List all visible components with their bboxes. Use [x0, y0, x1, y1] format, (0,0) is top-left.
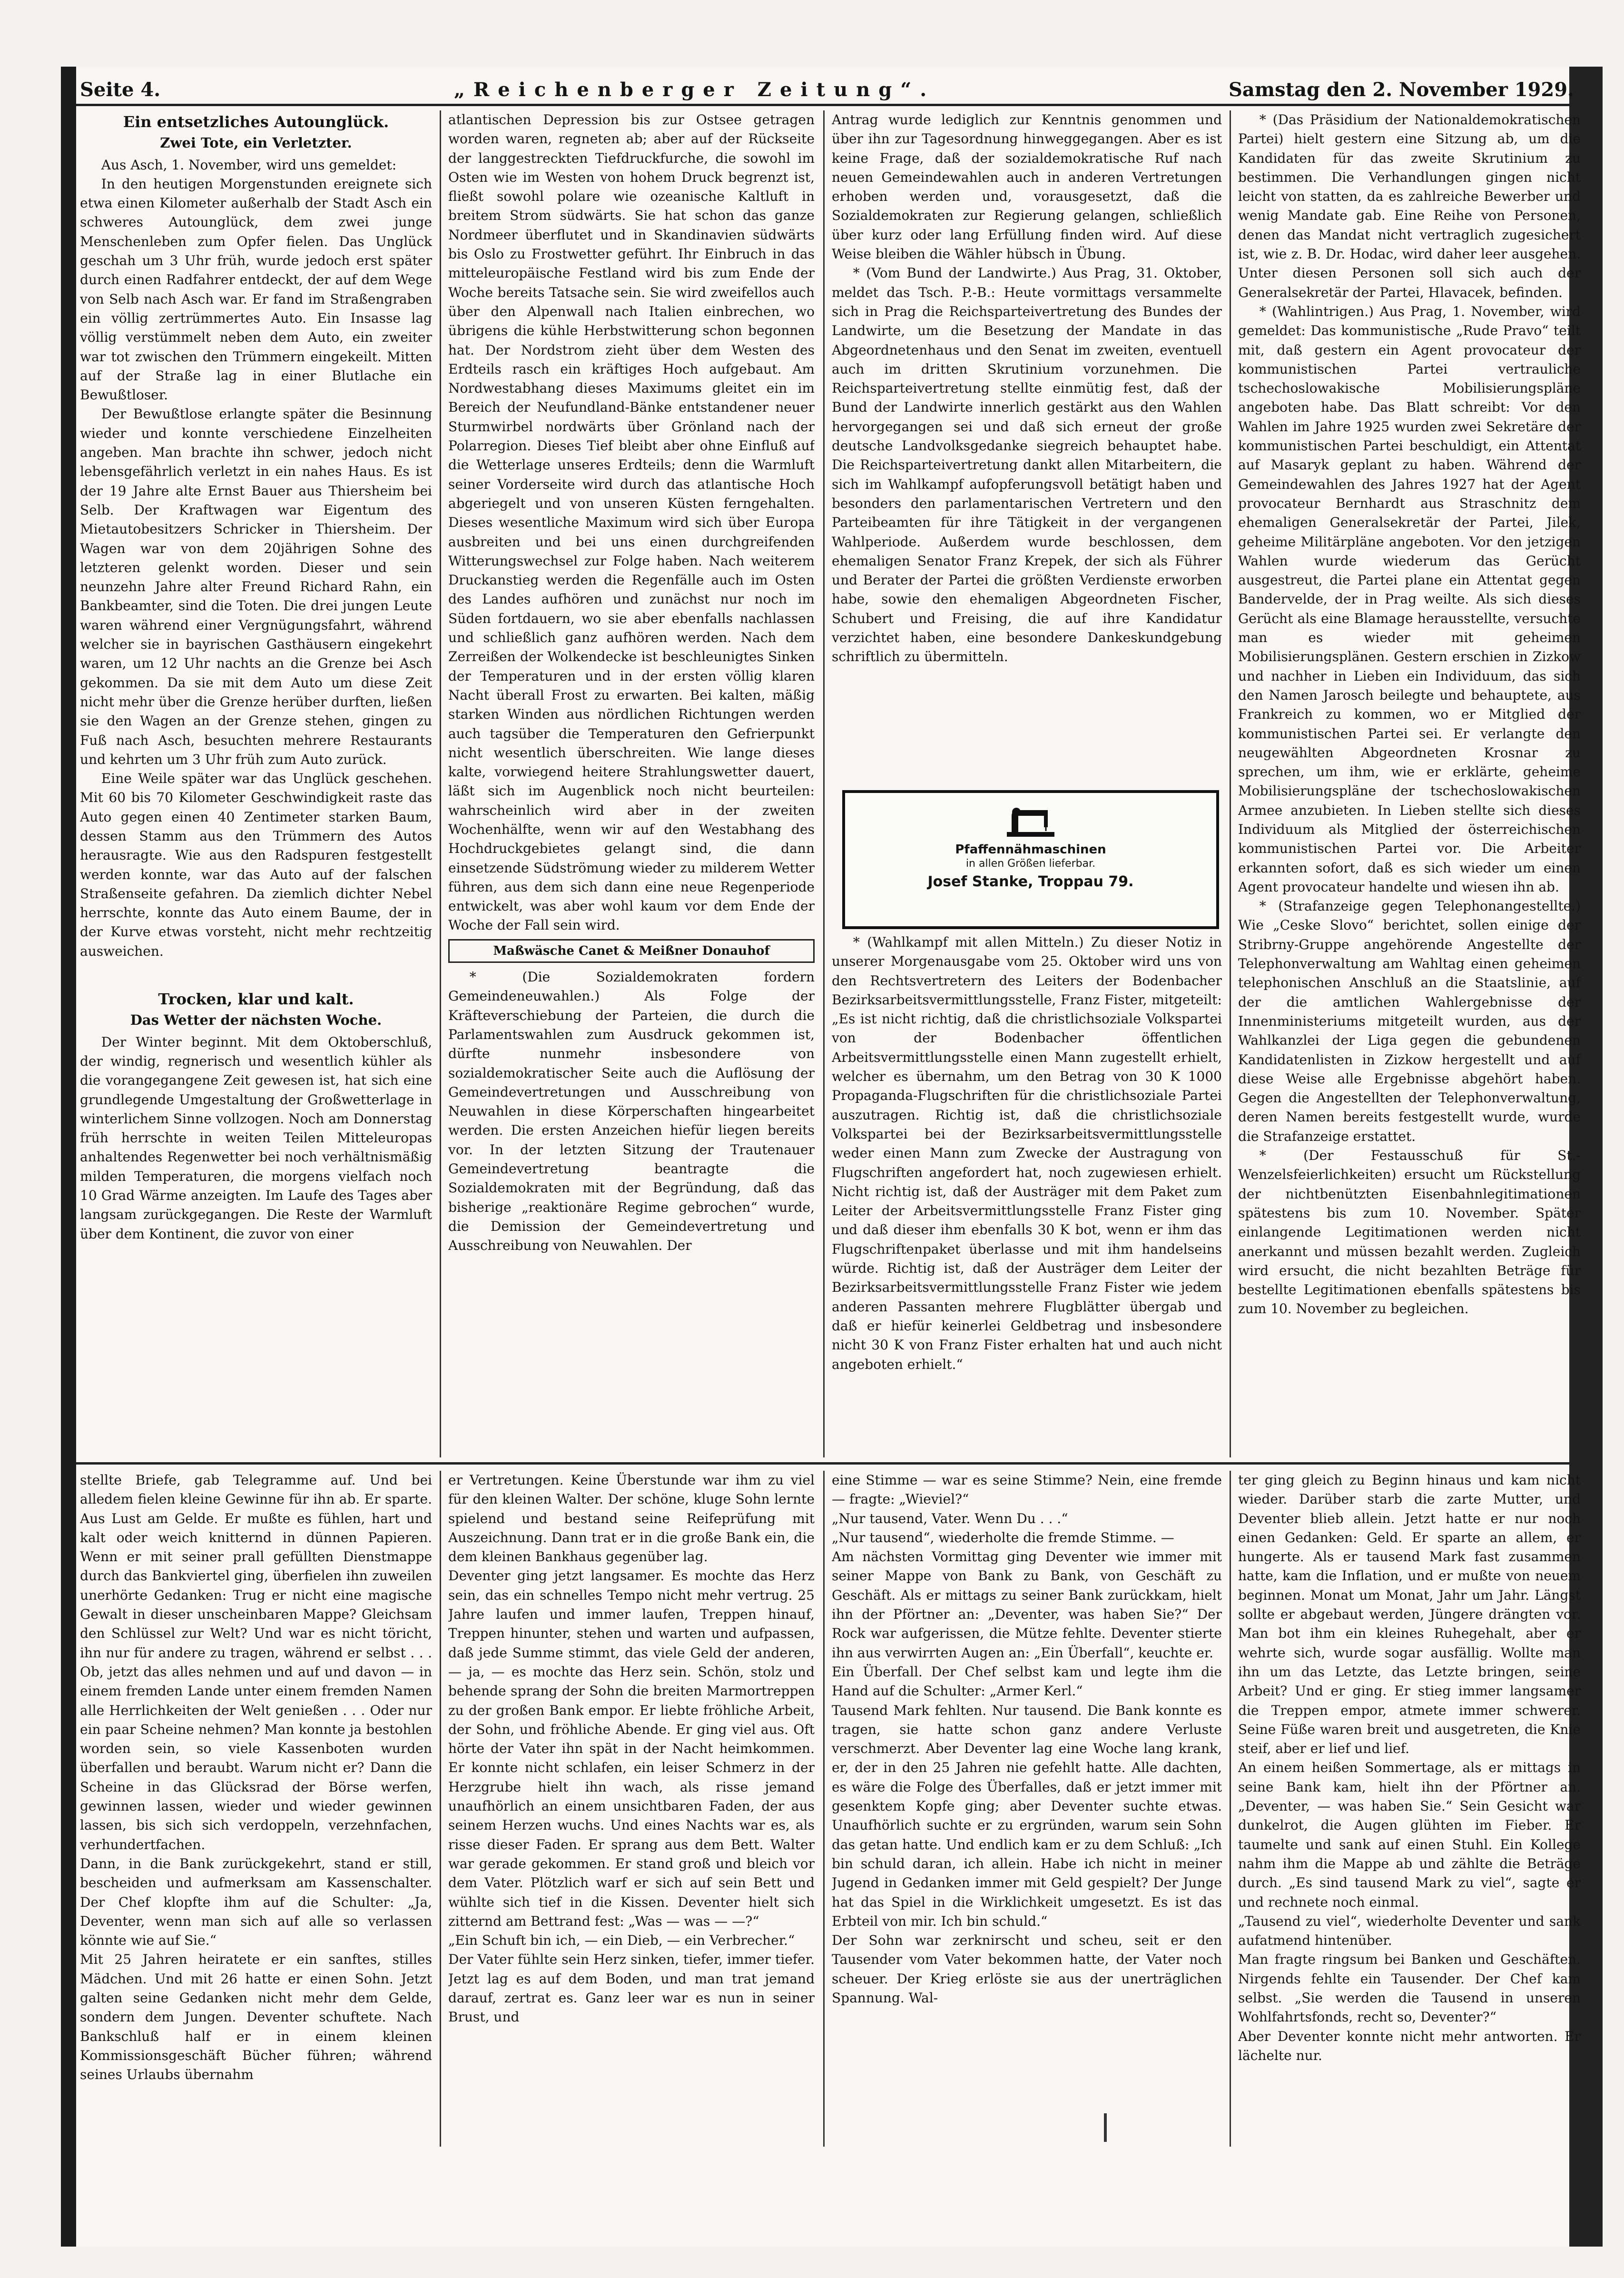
- ad-line-2: in allen Größen lieferbar.: [965, 858, 1096, 870]
- header-rule: [76, 104, 1580, 106]
- column-divider: [823, 1471, 825, 2147]
- column-divider: [1230, 110, 1231, 1457]
- article-paragraph: * (Strafanzeige gegen Telephonangestellte.) Wie „Ceske Slovo“ berichtet, sollen einige der Stribrny-Gruppe angehörende Angestellte der Telephonverwaltung am Wahltag einen geheimen telephonischen Anschluß an die Staatslinie, auf der die amtlichen Wahlergebnisse der Innenministeriums mitgeteilt wurden, aus der Wahlkanzlei der Liga gegen die gebundenen Kandidatenlisten in Zizkow hergestellt und auf diese Weise alle Ergebnisse abgehört haben. Gegen die Angestellten der Telephonverwaltung, deren Namen bereits festgestellt wurde, wurde die Strafanzeige erstattet.: [1238, 898, 1581, 1144]
- advertisement-box: [842, 790, 1219, 929]
- article-paragraph: * (Der Festausschuß für St.-Wenzelsfeierlichkeiten) ersucht um Rückstellung der nichtbenützten Eisenbahnlegitimationen spätestens bis zum 10. November. Später einlangende Legitimationen werden nicht anerkannt und müssen bezahlt werden. Zugleich wird ersucht, die nicht bezahlten Beträge für bestellte Legitimationen ebenfalls spätestens bis zum 10. November zu begleichen.: [1238, 1148, 1581, 1317]
- scan-mark: [1104, 2113, 1107, 2142]
- column-divider: [1230, 1471, 1231, 2147]
- headline-wetter: Trocken, klar und kalt.: [158, 990, 354, 1009]
- article-paragraph: In den heutigen Morgenstunden ereignete sich etwa einen Kilometer außerhalb der Stadt Asch ein schweres Autounglück, dem zwei junge Menschenleben zum Opfer fielen. Das Unglück geschah um 3 Uhr früh, wurde jedoch erst später durch einen Radfahrer entdeckt, der auf dem Wege von Selb nach Asch war. Er fand im Straßengraben ein völlig zertrümmertes Auto. Ein Insasse lag völlig verstümmelt neben dem Auto, ein zweiter war tot zwischen den Trümmern eingekeilt. Mitten auf der Straße lag in einer Blutlache ein Bewußtloser.: [80, 176, 432, 403]
- article-paragraph: * (Das Präsidium der Nationaldemokratischen Partei) hielt gestern eine Sitzung ab, um die Kandidaten für das zweite Skrutinium zu bestimmen. Die Verhandlungen gingen nicht leicht von statten, da es zahlreiche Bewerber und wenig Mandate gab. Eine Reihe von Personen, denen das Mandat nicht vertraglich zugesichert ist, wie z. B. Dr. Hodac, wird daher leer ausgehen. Unter diesen Personen soll sich auch der Generalsekretär der Partei, Hlavacek, befinden.: [1238, 112, 1581, 300]
- masthead: [80, 72, 1574, 101]
- ad-line-3: Josef Stanke, Troppau 79.: [927, 873, 1134, 890]
- boxed-notice: Maßwäsche Canet & Meißner Donauhof: [448, 939, 815, 963]
- column-divider: [440, 1471, 441, 2147]
- column-1: [80, 110, 432, 1457]
- feuilleton-rule: [76, 1462, 1580, 1465]
- article-paragraph: atlantischen Depression bis zur Ostsee getragen worden waren, regneten ab; aber auf der Rückseite der langgestreckten Tiefdruckfurche, die sowohl im Osten wie im Westen von hohem Druck begrenzt ist, fließt sowohl polare wie ozeanische Kaltluft in breitem Strom südwärts. Sie hat schon das ganze Nordmeer überflutet und in Skandinavien südwärts bis Oslo zu Frostwetter geführt. Ihr Einbruch in das mitteleuropäische Festland wird bis zum Ende der Woche bereits Tatsache sein. Sie wird zweifellos auch über den Alpenwall nach Italien einbrechen, wo übrigens die kühle Herbstwitterung schon begonnen hat. Der Nordstrom zieht über dem Westen des Erdteils rasch ein kräftiges Hoch aufgebaut. Am Nordwestabhang dieses Maximums gleitet ein im Bereich der Neufundland-Bänke entstandener neuer Sturmwirbel nordwärts über Grönland nach der Polarregion. Dieses Tief bleibt aber ohne Einfluß auf die Wetterlage unseres Erdteils; denn die Warmluft seiner Vorderseite wird durch das atlantische Hoch abgeriegelt und von unseren Küsten ferngehalten. Dieses wesentliche Maximum wird sich über Europa ausbreiten und bei uns einen durchgreifenden Witterungswechsel zur Folge haben. Nach weiterem Druckanstieg werden die Regenfälle auch im Osten des Landes aufhören und zunächst nur noch im Süden fortdauern, wo sie aber ebenfalls nachlassen und schließlich ganz aufhören werden. Nach dem Zerreißen der Wolkendecke ist beschleunigtes Sinken der Temperaturen und in der ersten völlig klaren Nacht überall Frost zu erwarten. Bei kalten, mäßig starken Winden aus nördlichen Richtungen werden auch tagsüber die Temperaturen den Gefrierpunkt nicht wesentlich überschreiten. Wie lange dieses kalte, vorwiegend heitere Strahlungswetter dauert, läßt sich im Augenblick noch nicht beurteilen: wahrscheinlich wird aber in der zweiten Wochenhälfte, wenn wir auf den Westabhang des Hochdruckgebietes gelangt sind, die dann einsetzende Südströmung wieder zu milderem Wetter führen, aus dem sich dann eine neue Regenperiode entwickelt, was aber wohl kaum vor dem Ende der Woche der Fall sein wird.: [448, 112, 815, 933]
- article-paragraph: Antrag wurde lediglich zur Kenntnis genommen und über ihn zur Tagesordnung hinweggegangen. Aber es ist keine Frage, daß der sozialdemokratische Ruf nach neuen Gemeindewahlen auch in anderen Vertretungen erhoben werden und, vorausgesetzt, daß die Sozialdemokraten zur Regierung gelangen, schließlich über kurz oder lang Erfüllung finden wird. Auf diese Weise bleiben die Wähler hübsch in Übung.: [832, 112, 1222, 262]
- article-paragraph: * (Die Sozialdemokraten fordern Gemeindeneuwahlen.) Als Folge der Kräfteverschiebung der Parteien, die durch die Parlamentswahlen zum Ausdruck gekommen ist, dürfte nunmehr insbesondere von sozialdemokratischer Seite auch die Auflösung der Gemeindevertretungen und Ausschreibung von Neuwahlen in diese Körperschaften hingearbeitet werden. Die ersten Anzeichen hiefür liegen bereits vor. In der letzten Sitzung der Trautenauer Gemeindevertretung beantragte die Sozialdemokraten mit der Begründung, daß das bisherige „reaktionäre Regime gebrochen“ wurde, die Demission der Gemeindevertretung und Ausschreibung von Neuwahlen. Der: [448, 969, 815, 1254]
- column-4: [1238, 110, 1581, 1457]
- subhead-zwei-tote: Zwei Tote, ein Verletzter.: [160, 135, 352, 151]
- sewing-machine-icon: [1002, 802, 1059, 840]
- scan-edge-left: [61, 67, 76, 2247]
- article-paragraph: Der Winter beginnt. Mit dem Oktoberschluß, der windig, regnerisch und wesentlich kühler als die vorangegangene Zeit gewesen ist, hat sich eine grundlegende Umgestaltung der Großwetterlage in winterlichem Sinne vollzogen. Noch am Donnerstag früh herrschte in weiten Teilen Mitteleuropas anhaltendes Regenwetter bei noch verhältnismäßig milden Temperaturen, die morgens vielfach noch 10 Grad Wärme anzeigten. Im Laufe des Tages aber langsam zurückgegangen. Die Reste der Warmluft über dem Kontinent, die zuvor von einer: [80, 1034, 432, 1242]
- feuilleton-column-2: er Vertretungen. Keine Überstunde war ihm zu viel für den kleinen Walter. Der schöne, kluge Sohn lernte spielend und bestand seine Reifeprüfung mit Auszeichnung. Dann trat er in die große Bank ein, die dem kleinen Bankhaus gegenüber lag. Deventer ging jetzt langsamer. Es mochte das Herz sein, das ein schnelles Tempo nicht mehr vertrug. 25 Jahre laufen und immer laufen, Treppen hinauf, Treppen hinunter, stehen und warten und aufpassen, daß jede Summe stimmt, das viele Geld der anderen, — ja, — es mochte das Herz sein. Schön, stolz und behende sprang der Sohn die breiten Marmortreppen zu der großen Bank empor. Er liebte fröhliche Arbeit, der Sohn, und fröhliche Abende. Er ging viel aus. Oft hörte der Vater ihn spät in der Nacht heimkommen. Er konnte nicht schlafen, ein leiser Schmerz in der Herzgrube hielt ihn wach, als risse jemand unaufhörlich an einem unsichtbaren Faden, der aus seinem Herzen wuchs. Und eines Nachts war es, als risse dieser Faden. Er sprang aus dem Bett. Walter war gerade gekommen. Er stand groß und bleich vor dem Vater. Plötzlich warf er sich auf sein Bett und wühlte sich tief in die Kissen. Deventer hielt sich zitternd am Bettrand fest: „Was — was — —?“ „Ein Schuft bin ich, — ein Dieb, — ein Verbrecher.“ Der Vater fühlte sein Herz sinken, tiefer, immer tiefer. Jetzt lag es auf dem Boden, und man trat jemand darauf, zertrat es. Ganz leer war es nun in seiner Brust, und: [448, 1472, 815, 2025]
- column-3-top: [832, 110, 1222, 782]
- article-paragraph: * (Vom Bund der Landwirte.) Aus Prag, 31. Oktober, meldet das Tsch. P.-B.: Heute vormittags versammelte sich in Prag die Reichsparteivertretung des Bundes der Landwirte, um die Besetzung der Mandate in das Abgeordnetenhaus und den Senat im zweiten, eventuell auch im dritten Skrutinium vorzunehmen. Die Reichsparteivertretung stellte einmütig fest, daß der Bund der Landwirte innerlich gestärkt aus den Wahlen hervorgegangen sei und daß sich erneut der große deutsche Landvolksgedanke siegreich behauptet habe. Die Reichsparteivertretung dankt allen Mitarbeitern, die sich im Wahlkampf aufopferungsvoll betätigt haben und besonders den parlamentarischen Vertretern und den Parteibeamten für ihre Tätigkeit in der vergangenen Wahlperiode. Außerdem wurde beschlossen, dem ehemaligen Senator Franz Krepek, der sich als Führer und Berater der Partei die größten Verdienste erworben habe, sowie den ehemaligen Abgeordneten Fischer, Schubert und Freising, die auf ihre Kandidatur verzichtet haben, eine besondere Dankeskundgebung schriftlich zu übermitteln.: [832, 265, 1222, 665]
- article-paragraph: * (Wahlkampf mit allen Mitteln.) Zu dieser Notiz in unserer Morgenausgabe vom 25. Oktober wird uns von den Rechtsvertretern des Leiters der Bodenbacher Bezirksarbeitsvermittlungsstelle, Franz Fister, mitgeteilt: „Es ist nicht richtig, daß die christlichsoziale Volkspartei von der Bodenbacher öffentlichen Arbeitsvermittlungsstelle einen Mann zugestellt erhielt, welcher es übernahm, um den Betrag von 30 K 1000 Propaganda-Flugschriften für die christlichsoziale Partei auszutragen. Richtig ist, daß die christlichsoziale Volkspartei bei der Bezirksarbeitsvermittlungsstelle weder einen Mann zum Zwecke der Austragung von Flugschriften angefordert hat, noch zugewiesen erhielt. Nicht richtig ist, daß der Austräger mit dem Paket zum Leiter der Arbeitsvermittlungsstelle Franz Fister ging und daß dieser ihm ebenfalls 30 K bot, wenn er ihm das Flugschriftenpaket überlasse und mit ihm handelseins würde. Richtig ist, daß der Austräger dem Leiter der Bezirksarbeitsvermittlungsstelle Franz Fister wie jedem anderen Passanten mehrere Flugblätter übergab und daß er hiefür keinerlei Geldbetrag und insbesondere nicht 30 K von Franz Fister erhalten hat und auch nicht angeboten erhielt.“: [832, 934, 1222, 1372]
- column-divider: [823, 110, 825, 1457]
- article-paragraph: Eine Weile später war das Unglück geschehen. Mit 60 bis 70 Kilometer Geschwindigkeit raste das Auto gegen einen 40 Zentimeter starken Baum, dessen Stamm aus den Trümmern des Autos herausragte. Wie aus den Radspuren festgestellt werden konnte, war das Auto auf der falschen Straßenseite gefahren. Da ziemlich dichter Nebel herrschte, konnte das Auto einem Baume, der in der Kurve etwas vorsteht, nicht mehr rechtzeitig ausweichen.: [80, 771, 432, 959]
- article-paragraph: * (Wahlintrigen.) Aus Prag, 1. November, wird gemeldet: Das kommunistische „Rude Pravo“ teilt mit, daß gestern ein Agent provocateur der kommunistischen Partei vertrauliche tschechoslowakische Mobilisierungspläne angeboten habe. Das Blatt schreibt: Vor den Wahlen im Jahre 1925 wurden zwei Sekretäre der kommunistischen Partei beschuldigt, ein Attentat auf Masaryk geplant zu haben. Während der Gemeindewahlen des Jahres 1927 hat der Agent provocateur Bernhardt aus Straschnitz dem ehemaligen Generalsekretär der Partei, Jilek, geheime Militärpläne angeboten. Vor den jetzigen Wahlen wurde wiederum das Gerücht ausgestreut, die Partei plane ein Attentat gegen Bandervelde, der in Prag weilte. Als sich dieses Gerücht als eine Blamage herausstellte, versuchte man es wieder mit geheimen Mobilisierungsplänen. Gestern erschien in Zizkow und nachher in Lieben ein Individuum, das sich den Namen Jarosch beilegte und behauptete, aus Frankreich zu kommen, wo er Mitglied der kommunistischen Partei sei. Er verlangte den neugewählten Abgeordneten Krosnar zu sprechen, um ihm, wie er erklärte, geheime Mobilisierungspläne der tschechoslowakischen Armee anzubieten. In Lieben stellte sich dieses Individuum als Mitglied der österreichischen kommunistischen Partei vor. Die Arbeiter erkannten sofort, daß es sich wieder um einen Agent provocateur handelte und wiesen ihn ab.: [1238, 303, 1581, 895]
- column-divider: [440, 110, 441, 1457]
- feuilleton-column-1: stellte Briefe, gab Telegramme auf. Und bei alledem fielen kleine Gewinne für ihn ab. Er sparte. Aus Lust am Gelde. Er mußte es fühlen, hart und kalt oder weich knitternd in dünnen Papieren. Wenn er mit seiner prall gefüllten Dienstmappe durch das Bankviertel ging, überfielen ihn zuweilen unerhörte Gedanken: Trug er nicht eine magische Gewalt in dieser unscheinbaren Mappe? Gleichsam den Schlüssel zur Welt? Und war es nicht töricht, ihn nur für andere zu tragen, während er selbst . . . Ob, jetzt das alles nehmen und auf und davon — in einem fremden Lande unter einem fremden Namen alle Herrlichkeiten der Welt genießen . . . Oder nur ein paar Scheine nehmen? Man konnte ja bestohlen worden sein, so viele Kassenboten wurden überfallen und beraubt. Warum nicht er? Dann die Scheine in das Glücksrad der Börse werfen, gewinnen lassen, wieder und wieder gewinnen lassen, bis sich sich verdoppeln, verzehnfachen, verhundertfachen. Dann, in die Bank zurückgekehrt, stand er still, bescheiden und aufmerksam am Kassenschalter. Der Chef klopfte ihm auf die Schulter: „Ja, Deventer, wenn man sich auf alle so verlassen könnte wie auf Sie.“ Mit 25 Jahren heiratete er ein sanftes, stilles Mädchen. Und mit 26 hatte er einen Sohn. Jetzt galten seine Gedanken nicht mehr dem Gelde, sondern dem Jungen. Deventer schuftete. Nach Bankschluß half er in einem kleinen Kommissionsgeschäft Bücher führen; während seines Urlaubs übernahm: [80, 1472, 432, 2083]
- article-paragraph: Der Bewußtlose erlangte später die Besinnung wieder und konnte verschiedene Einzelheiten angeben. Man brachte ihn schwer, jedoch nicht lebensgefährlich verletzt in ein nahes Haus. Es ist der 19 Jahre alte Ernst Bauer aus Thiersheim bei Selb. Der Kraftwagen war Eigentum des Mietautobesitzers Schricker in Thiersheim. Der Wagen war von dem 20jährigen Sohne des letzteren gelenkt worden. Dieser und sein neunzehn Jahre alter Freund Richard Rahn, ein Bankbeamter, sind die Toten. Die drei jungen Leute waren während einer Vergnügungsfahrt, während welcher sie in bayrischen Gasthäusern eingekehrt waren, um 12 Uhr nachts an die Grenze bei Asch gekommen. Da sie mit dem Auto um diese Zeit nicht mehr über die Grenze herüber durften, ließen sie den Wagen an der Grenze stehen, gingen zu Fuß nach Asch, besuchten mehrere Restaurants und kehrten um 3 Uhr früh zum Auto zurück.: [80, 406, 432, 767]
- headline-autounglueck: Ein entsetzliches Autounglück.: [123, 113, 389, 131]
- ad-line-1: Pfaffennähmaschinen: [955, 842, 1106, 857]
- feuilleton-column-4: ter ging gleich zu Beginn hinaus und kam nicht wieder. Darüber starb die zarte Mutter, und Deventer blieb allein. Jetzt hatte er nur noch einen Gedanken: Geld. Er sparte an allem, er hungerte. Als er tausend Mark fast zusammen hatte, kam die Inflation, und er mußte von neuem beginnen. Monat um Monat, Jahr um Jahr. Längst sollte er abgebaut werden, Jüngere drängten vor. Man bot ihm ein kleines Ruhegehalt, aber er wehrte sich, wurde sogar ausfällig. Wollte man ihn um das Letzte, das Letzte bringen, seine Arbeit? Und er ging. Er stieg immer langsamer die Treppen empor, atmete immer schwerer. Seine Füße waren breit und ausgetreten, die Knie steif, aber er lief und lief. An einem heißen Sommertage, als er mittags in seine Bank kam, hielt ihn der Pförtner an. „Deventer, — was haben Sie.“ Sein Gesicht war dunkelrot, die Augen glühten im Fieber. Er taumelte und sank auf einen Stuhl. Ein Kollege nahm ihm die Mappe ab und zählte die Beträge durch. „Es sind tausend Mark zu viel“, sagte er und rechnete noch einmal. „Tausend zu viel“, wiederholte Deventer und sank aufatmend hintenüber. Man fragte ringsum bei Banken und Geschäften. Nirgends fehlte ein Tausender. Der Chef kam selbst. „Sie werden die Tausend in unseren Wohlfahrtsfonds, recht so, Deventer?“ Aber Deventer konnte nicht mehr antworten. Er lächelte nur.: [1238, 1472, 1581, 2063]
- column-3-bottom: [832, 933, 1222, 1456]
- column-2: [448, 110, 815, 1457]
- issue-date: Samstag den 2. November 1929.: [1229, 79, 1574, 101]
- feuilleton-column-3: eine Stimme — war es seine Stimme? Nein, eine fremde — fragte: „Wieviel?“ „Nur tausend, Vater. Wenn Du . . .“ „Nur tausend“, wiederholte die fremde Stimme. — Am nächsten Vormittag ging Deventer wie immer mit seiner Mappe von Bank zu Bank, von Geschäft zu Geschäft. Als er mittags zu seiner Bank zurückkam, hielt ihn der Pförtner an: „Deventer, was haben Sie?“ Der Rock war aufgerissen, die Mütze fehlte. Deventer stierte ihn aus verwirrten Augen an: „Ein Überfall“, keuchte er. Ein Überfall. Der Chef selbst kam und legte ihm die Hand auf die Schulter: „Armer Kerl.“ Tausend Mark fehlten. Nur tausend. Die Bank konnte es tragen, sie hatte schon ganz andere Verluste verschmerzt. Aber Deventer lag eine Woche lang krank, er, der in den 25 Jahren nie gefehlt hatte. Alle dachten, es wäre die Folge des Überfalles, daß er jetzt immer mit gesenktem Kopfe ging; aber Deventer suchte etwas. Unaufhörlich suchte er zu ergründen, warum sein Sohn das getan hatte. Und endlich kam er zu dem Schluß: „Ich bin schuld daran, ich allein. Habe ich nicht in meiner Jugend in Gedanken immer mit Geld gespielt? Der Junge hat das Spiel in die Wirklichkeit umgesetzt. Es ist das Erbteil von mir. Ich bin schuld.“ Der Sohn war zerknirscht und scheu, seit er den Tausender vom Vater bekommen hatte, der Vater noch scheuer. Der Krieg erlöste sie aus der unerträglichen Spannung. Wal-: [832, 1472, 1222, 2006]
- article-paragraph: Aus Asch, 1. November, wird uns gemeldet:: [101, 157, 397, 173]
- subhead-wetter: Das Wetter der nächsten Woche.: [130, 1012, 382, 1029]
- page-number: Seite 4.: [80, 79, 161, 101]
- newspaper-title: „Reichenberger Zeitung“.: [453, 79, 935, 101]
